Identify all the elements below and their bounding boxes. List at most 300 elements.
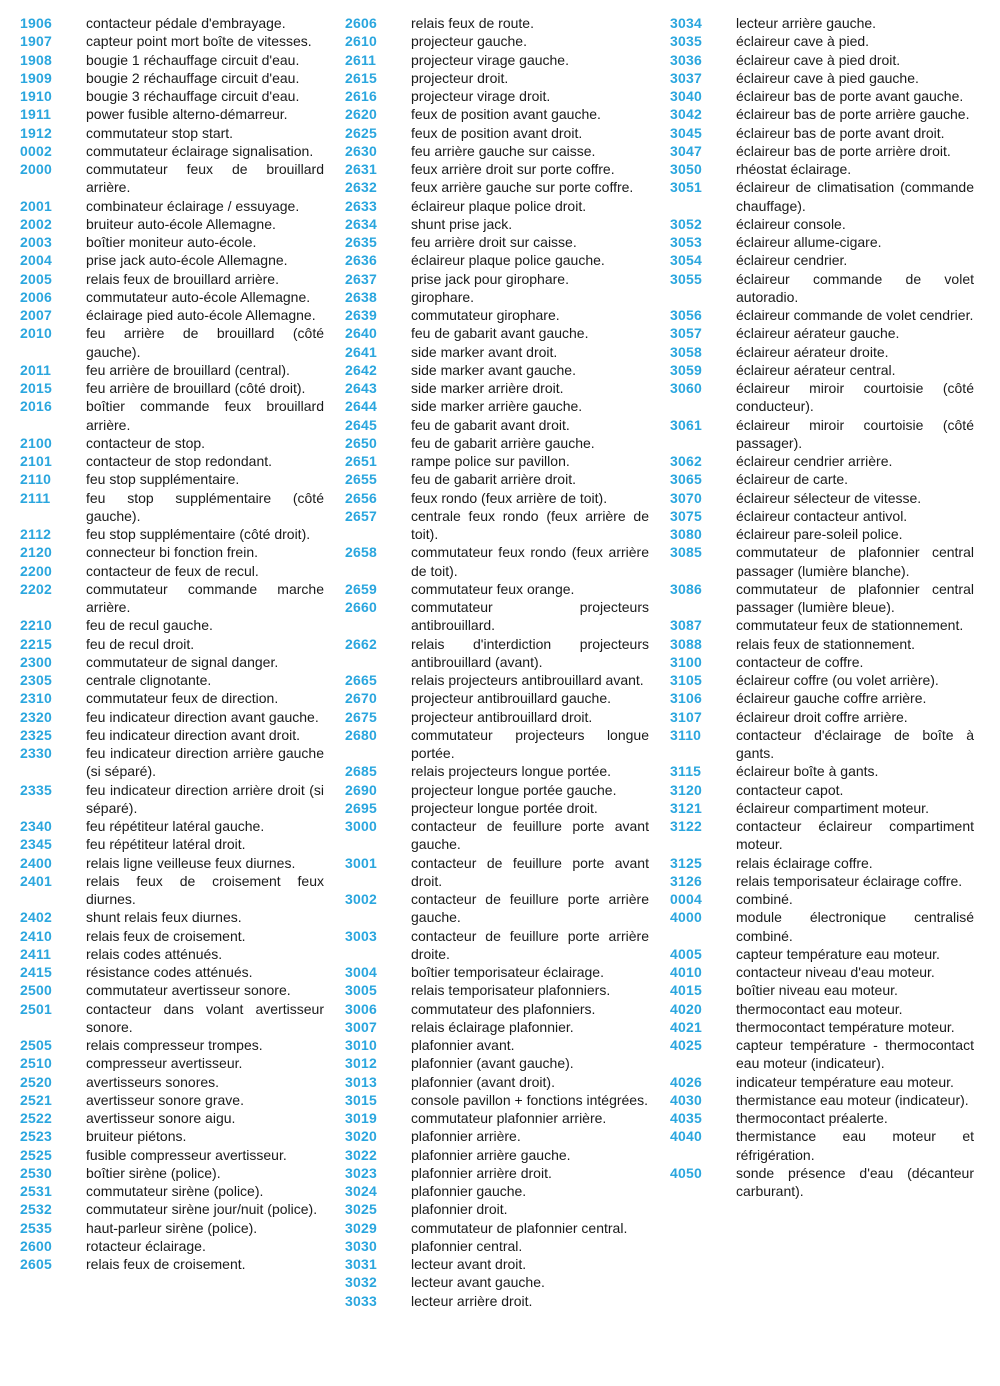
list-item <box>345 69 670 87</box>
component-description: feu indicateur direction avant droit. <box>86 726 301 743</box>
list-item <box>345 580 670 598</box>
component-code: 2632 <box>345 179 377 196</box>
list-item <box>20 562 345 580</box>
list-item <box>670 1000 995 1018</box>
list-item <box>670 215 995 233</box>
component-code: 2010 <box>20 325 52 342</box>
component-code: 2500 <box>20 982 52 999</box>
component-description: feux de position avant gauche. <box>411 106 601 123</box>
component-description: éclaireur miroir courtoisie (côté passager). <box>736 416 974 451</box>
component-description: contacteur de stop redondant. <box>86 453 273 469</box>
component-code: 2680 <box>345 726 377 743</box>
component-description: centrale feux rondo (feux arrière de toit). <box>411 507 649 542</box>
component-description: plafonnier gauche. <box>411 1183 527 1199</box>
component-description: relais compresseur trompes. <box>86 1037 263 1053</box>
component-code: 2657 <box>345 507 377 524</box>
component-code: 2001 <box>20 197 52 214</box>
list-item <box>345 361 670 379</box>
list-item <box>345 306 670 324</box>
list-item <box>345 1255 670 1273</box>
list-item <box>345 799 670 817</box>
list-item <box>670 452 995 470</box>
list-item <box>345 1219 670 1237</box>
component-code: 2631 <box>345 161 377 177</box>
component-description: relais feux de brouillard arrière. <box>86 270 279 287</box>
component-description: relais temporisateur éclairage coffre. <box>736 872 963 889</box>
list-item <box>670 1109 995 1127</box>
component-code: 2523 <box>20 1128 52 1145</box>
component-code: 3013 <box>345 1073 377 1090</box>
list-item <box>670 14 995 32</box>
list-item <box>20 288 345 306</box>
component-description: feu indicateur direction avant gauche. <box>86 708 319 725</box>
component-description: commutateur de plafonnier central passager (lumière bleue). <box>736 580 974 615</box>
component-description: contacteur niveau d'eau moteur. <box>736 964 935 980</box>
component-code: 2660 <box>345 599 377 615</box>
component-code: 2530 <box>20 1164 52 1181</box>
list-item <box>20 51 345 69</box>
component-code: 2305 <box>20 672 52 688</box>
list-item <box>345 927 670 964</box>
component-description: feux arrière droit sur porte coffre. <box>411 161 615 177</box>
component-code: 3031 <box>345 1256 377 1272</box>
column-1 <box>20 14 345 1374</box>
component-code: 3125 <box>670 854 702 871</box>
component-description: commutateur de plafonnier central passager (lumière blanche). <box>736 544 974 579</box>
list-item <box>670 890 995 908</box>
component-code: 3120 <box>670 781 702 798</box>
list-item <box>670 270 995 307</box>
list-item <box>345 854 670 891</box>
list-item <box>20 963 345 981</box>
list-item <box>345 105 670 123</box>
list-item <box>670 160 995 178</box>
component-description: commutateur plafonnier arrière. <box>411 1110 607 1126</box>
component-code: 1911 <box>20 106 52 123</box>
component-code: 3019 <box>345 1110 377 1126</box>
list-item <box>670 361 995 379</box>
component-description: feu de gabarit arrière droit. <box>411 471 576 488</box>
list-item <box>345 726 670 763</box>
component-description: side marker avant droit. <box>411 343 558 360</box>
component-description: prise jack auto-école Allemagne. <box>86 252 288 269</box>
list-item <box>670 178 995 215</box>
component-code: 4025 <box>670 1037 702 1053</box>
component-description: capteur température - thermocontact eau moteur (indicateur). <box>736 1037 974 1072</box>
component-code: 2610 <box>345 33 377 50</box>
component-code: 2659 <box>345 580 377 597</box>
list-item <box>20 817 345 835</box>
component-description: contacteur capot. <box>736 781 844 798</box>
component-description: relais feux de stationnement. <box>736 635 915 652</box>
list-item <box>670 817 995 854</box>
component-code: 3036 <box>670 51 702 68</box>
component-description: feu de gabarit avant droit. <box>411 416 570 433</box>
component-description: commutateur éclairage signalisation. <box>86 142 314 159</box>
component-code: 2531 <box>20 1183 52 1199</box>
component-code: 3057 <box>670 325 702 342</box>
list-item <box>345 890 670 927</box>
component-description: thermocontact température moteur. <box>736 1018 955 1035</box>
component-code: 3105 <box>670 672 702 688</box>
list-item <box>670 142 995 160</box>
component-code: 3051 <box>670 179 702 196</box>
component-code: 3054 <box>670 252 702 269</box>
list-item <box>20 379 345 397</box>
list-item <box>670 87 995 105</box>
component-description: plafonnier arrière droit. <box>411 1164 552 1181</box>
list-item <box>345 251 670 269</box>
component-description: module électronique centralisé combiné. <box>736 909 974 944</box>
component-code: 2675 <box>345 708 377 725</box>
component-code: 3126 <box>670 872 702 889</box>
component-code: 2002 <box>20 215 52 232</box>
list-item <box>345 981 670 999</box>
component-code: 4035 <box>670 1110 702 1126</box>
component-code: 2630 <box>345 142 377 159</box>
component-description: feu arrière de brouillard (côté droit). <box>86 380 306 396</box>
component-code: 2501 <box>20 1000 52 1017</box>
list-item <box>20 397 345 434</box>
component-description: commutateur sirène jour/nuit (police). <box>86 1201 318 1218</box>
component-code: 4020 <box>670 1000 702 1017</box>
component-description: feu stop supplémentaire. <box>86 471 240 488</box>
component-code: 2637 <box>345 270 377 287</box>
component-code: 2620 <box>345 106 377 123</box>
list-item <box>345 215 670 233</box>
list-item <box>670 51 995 69</box>
component-code: 3085 <box>670 544 702 561</box>
list-item <box>20 726 345 744</box>
list-item <box>345 1109 670 1127</box>
list-item <box>670 1164 995 1201</box>
component-code: 3033 <box>345 1292 377 1309</box>
component-code: 4000 <box>670 909 702 926</box>
list-item <box>20 835 345 853</box>
component-description: lecteur arrière droit. <box>411 1292 533 1309</box>
component-description: avertisseur sonore aigu. <box>86 1110 236 1126</box>
list-item <box>670 32 995 50</box>
list-item <box>670 489 995 507</box>
component-code: 2606 <box>345 15 377 31</box>
list-item <box>345 178 670 196</box>
component-code: 2007 <box>20 307 52 323</box>
list-item <box>20 361 345 379</box>
list-item <box>670 1018 995 1036</box>
component-code: 0004 <box>670 891 702 907</box>
component-code: 2600 <box>20 1237 52 1254</box>
component-description: projecteur longue portée droit. <box>411 799 598 816</box>
list-item <box>345 781 670 799</box>
list-item <box>345 416 670 434</box>
component-code: 3110 <box>670 726 702 743</box>
component-code: 2611 <box>345 51 377 68</box>
component-code: 2325 <box>20 726 52 743</box>
list-item <box>345 452 670 470</box>
component-code: 3015 <box>345 1091 377 1108</box>
list-item <box>20 671 345 689</box>
component-description: éclaireur bas de porte avant droit. <box>736 124 945 141</box>
component-code: 3030 <box>345 1237 377 1254</box>
list-item <box>670 543 995 580</box>
list-item <box>20 653 345 671</box>
list-item <box>670 726 995 763</box>
component-code: 3059 <box>670 361 702 378</box>
list-item <box>20 543 345 561</box>
component-code: 2665 <box>345 672 377 688</box>
list-item <box>345 434 670 452</box>
component-description: éclairage pied auto-école Allemagne. <box>86 307 316 323</box>
component-description: capteur point mort boîte de vitesses. <box>86 33 312 50</box>
list-item <box>20 580 345 617</box>
list-item <box>20 160 345 197</box>
component-description: plafonnier droit. <box>411 1201 508 1218</box>
component-description: commutateur feux orange. <box>411 580 575 597</box>
component-description: éclaireur aérateur gauche. <box>736 325 900 342</box>
list-item <box>20 1036 345 1054</box>
component-description: contacteur de feuillure porte arrière gauche. <box>411 891 649 926</box>
component-description: rotacteur éclairage. <box>86 1237 206 1254</box>
list-item <box>20 945 345 963</box>
component-code: 2110 <box>20 471 52 488</box>
list-item <box>345 817 670 854</box>
list-item <box>20 105 345 123</box>
component-description: éclaireur plaque police gauche. <box>411 252 605 269</box>
component-description: contacteur de feuillure porte avant droit. <box>411 854 649 889</box>
list-item <box>345 1237 670 1255</box>
list-item <box>345 270 670 288</box>
list-item <box>670 671 995 689</box>
component-description: sonde présence d'eau (décanteur carburant). <box>736 1164 974 1199</box>
component-description: éclaireur allume-cigare. <box>736 234 882 250</box>
component-code: 2345 <box>20 836 52 853</box>
component-code: 3045 <box>670 124 702 141</box>
list-item <box>670 105 995 123</box>
component-description: rhéostat éclairage. <box>736 161 852 177</box>
list-item <box>345 762 670 780</box>
component-description: feux rondo (feux arrière de toit). <box>411 489 608 506</box>
list-item <box>345 598 670 635</box>
component-code: 3020 <box>345 1128 377 1145</box>
list-item <box>20 1182 345 1200</box>
list-item <box>20 1073 345 1091</box>
component-description: feu de gabarit arrière gauche. <box>411 434 595 451</box>
component-description: combiné. <box>736 891 793 907</box>
component-description: bougie 3 réchauffage circuit d'eau. <box>86 88 300 104</box>
component-code: 3000 <box>345 818 377 834</box>
component-code: 2006 <box>20 288 52 305</box>
component-code: 2639 <box>345 307 377 323</box>
component-code: 3034 <box>670 15 702 31</box>
component-code: 2310 <box>20 690 52 707</box>
list-item <box>345 1200 670 1218</box>
component-description: plafonnier central. <box>411 1237 523 1254</box>
component-code: 2005 <box>20 270 52 287</box>
component-code: 3058 <box>670 343 702 360</box>
component-description: éclaireur cendrier arrière. <box>736 453 893 469</box>
list-item <box>670 781 995 799</box>
component-description: éclaireur aérateur droite. <box>736 343 889 360</box>
component-description: boîtier temporisateur éclairage. <box>411 964 604 980</box>
component-code: 2015 <box>20 380 52 396</box>
component-description: feu stop supplémentaire (côté gauche). <box>86 489 324 524</box>
component-code: 3121 <box>670 799 702 816</box>
component-code: 2320 <box>20 708 52 725</box>
component-code: 3053 <box>670 234 702 250</box>
component-description: éclaireur bas de porte arrière gauche. <box>736 106 970 123</box>
component-code: 4030 <box>670 1091 702 1108</box>
list-item <box>20 744 345 781</box>
component-description: projecteur virage gauche. <box>411 51 569 68</box>
component-description: capteur température eau moteur. <box>736 945 940 962</box>
list-item <box>345 1018 670 1036</box>
list-item <box>670 580 995 617</box>
component-description: avertisseurs sonores. <box>86 1073 220 1090</box>
component-description: projecteur droit. <box>411 69 509 86</box>
component-code: 2616 <box>345 88 377 104</box>
list-item <box>20 87 345 105</box>
component-code: 2695 <box>345 799 377 816</box>
list-item <box>670 689 995 707</box>
component-code: 2415 <box>20 964 52 980</box>
list-item <box>20 197 345 215</box>
list-item <box>20 981 345 999</box>
component-description: thermistance eau moteur et réfrigération. <box>736 1128 974 1163</box>
component-code: 3007 <box>345 1018 377 1035</box>
list-item <box>20 251 345 269</box>
list-item <box>20 1200 345 1218</box>
component-description: commutateur feux rondo (feux arrière de toit). <box>411 544 649 579</box>
list-item <box>345 288 670 306</box>
component-code: 2200 <box>20 562 52 579</box>
column-3 <box>670 14 995 1374</box>
component-description: éclaireur cave à pied gauche. <box>736 69 919 86</box>
component-description: éclaireur cendrier. <box>736 252 848 269</box>
list-item <box>20 1255 345 1273</box>
component-description: éclaireur droit coffre arrière. <box>736 708 908 725</box>
component-description: feux de position avant droit. <box>411 124 583 141</box>
list-item <box>20 1054 345 1072</box>
list-item <box>345 324 670 342</box>
list-item <box>20 69 345 87</box>
component-description: bougie 2 réchauffage circuit d'eau. <box>86 69 300 86</box>
component-description: commutateur stop start. <box>86 124 234 141</box>
component-description: feu arrière droit sur caisse. <box>411 234 577 250</box>
list-item <box>670 470 995 488</box>
component-description: feu arrière de brouillard (central). <box>86 361 290 378</box>
list-item <box>345 233 670 251</box>
component-code: 3080 <box>670 526 702 542</box>
component-description: plafonnier arrière gauche. <box>411 1146 571 1163</box>
list-item <box>670 1036 995 1073</box>
component-description: feu répétiteur latéral gauche. <box>86 818 265 834</box>
list-item <box>670 1091 995 1109</box>
component-code: 2641 <box>345 343 377 360</box>
component-code: 3022 <box>345 1146 377 1163</box>
component-description: relais d'interdiction projecteurs antibrouillard (avant). <box>411 635 649 670</box>
component-description: commutateur commande marche arrière. <box>86 580 324 615</box>
component-code: 2330 <box>20 745 52 761</box>
component-description: éclaireur bas de porte avant gauche. <box>736 88 964 104</box>
component-code: 3032 <box>345 1274 377 1291</box>
component-description: rampe police sur pavillon. <box>411 453 570 469</box>
component-description: éclaireur pare-soleil police. <box>736 526 903 542</box>
list-item <box>670 306 995 324</box>
component-code: 3075 <box>670 507 702 524</box>
component-code: 3035 <box>670 33 702 50</box>
list-item <box>345 671 670 689</box>
component-description: girophare. <box>411 288 475 305</box>
list-item <box>670 416 995 453</box>
component-description: boîtier sirène (police). <box>86 1164 221 1181</box>
list-item <box>345 1292 670 1310</box>
component-code: 4050 <box>670 1164 702 1181</box>
component-description: éclaireur de climatisation (commande chauffage). <box>736 179 974 214</box>
component-code: 3025 <box>345 1201 377 1218</box>
list-item <box>670 324 995 342</box>
component-description: connecteur bi fonction frein. <box>86 544 258 561</box>
list-item <box>20 1237 345 1255</box>
component-description: commutateur de signal danger. <box>86 653 279 670</box>
component-description: relais projecteurs longue portée. <box>411 763 612 780</box>
component-description: éclaireur commande de volet autoradio. <box>736 270 974 305</box>
list-item <box>345 635 670 672</box>
component-code: 3001 <box>345 854 377 871</box>
list-item <box>345 32 670 50</box>
list-item <box>20 233 345 251</box>
component-description: bruiteur piétons. <box>86 1128 187 1145</box>
component-code: 2402 <box>20 909 52 926</box>
list-item <box>670 708 995 726</box>
component-code: 3052 <box>670 215 702 232</box>
component-description: haut-parleur sirène (police). <box>86 1219 258 1236</box>
component-description: indicateur température eau moteur. <box>736 1073 954 1090</box>
component-code: 2003 <box>20 234 52 250</box>
component-code: 2410 <box>20 927 52 944</box>
list-item <box>345 1182 670 1200</box>
component-code: 3006 <box>345 1000 377 1017</box>
component-code: 0002 <box>20 142 52 159</box>
component-code: 2615 <box>345 69 377 86</box>
component-description: plafonnier (avant gauche). <box>411 1055 574 1072</box>
component-description: bruiteur auto-école Allemagne. <box>86 215 276 232</box>
list-item <box>670 653 995 671</box>
list-item <box>670 799 995 817</box>
list-item <box>670 908 995 945</box>
component-description: commutateur de plafonnier central. <box>411 1219 628 1236</box>
component-description: feu arrière de brouillard (côté gauche). <box>86 325 324 360</box>
list-item <box>345 543 670 580</box>
component-code: 2411 <box>20 945 52 962</box>
component-description: feu indicateur direction arrière droit (si séparé). <box>86 781 324 816</box>
component-code: 3037 <box>670 69 702 86</box>
component-code: 2685 <box>345 763 377 780</box>
component-code: 4026 <box>670 1073 702 1090</box>
component-code: 2690 <box>345 781 377 798</box>
component-code: 2520 <box>20 1073 52 1090</box>
list-item <box>20 927 345 945</box>
list-item <box>345 1164 670 1182</box>
component-description: éclaireur sélecteur de vitesse. <box>736 489 922 506</box>
component-description: relais ligne veilleuse feux diurnes. <box>86 854 296 871</box>
component-description: thermistance eau moteur (indicateur). <box>736 1091 969 1108</box>
list-item <box>345 87 670 105</box>
component-description: compresseur avertisseur. <box>86 1055 243 1072</box>
component-code: 1906 <box>20 15 52 31</box>
list-item <box>345 1000 670 1018</box>
list-item <box>20 708 345 726</box>
component-description: éclaireur bas de porte arrière droit. <box>736 142 951 159</box>
